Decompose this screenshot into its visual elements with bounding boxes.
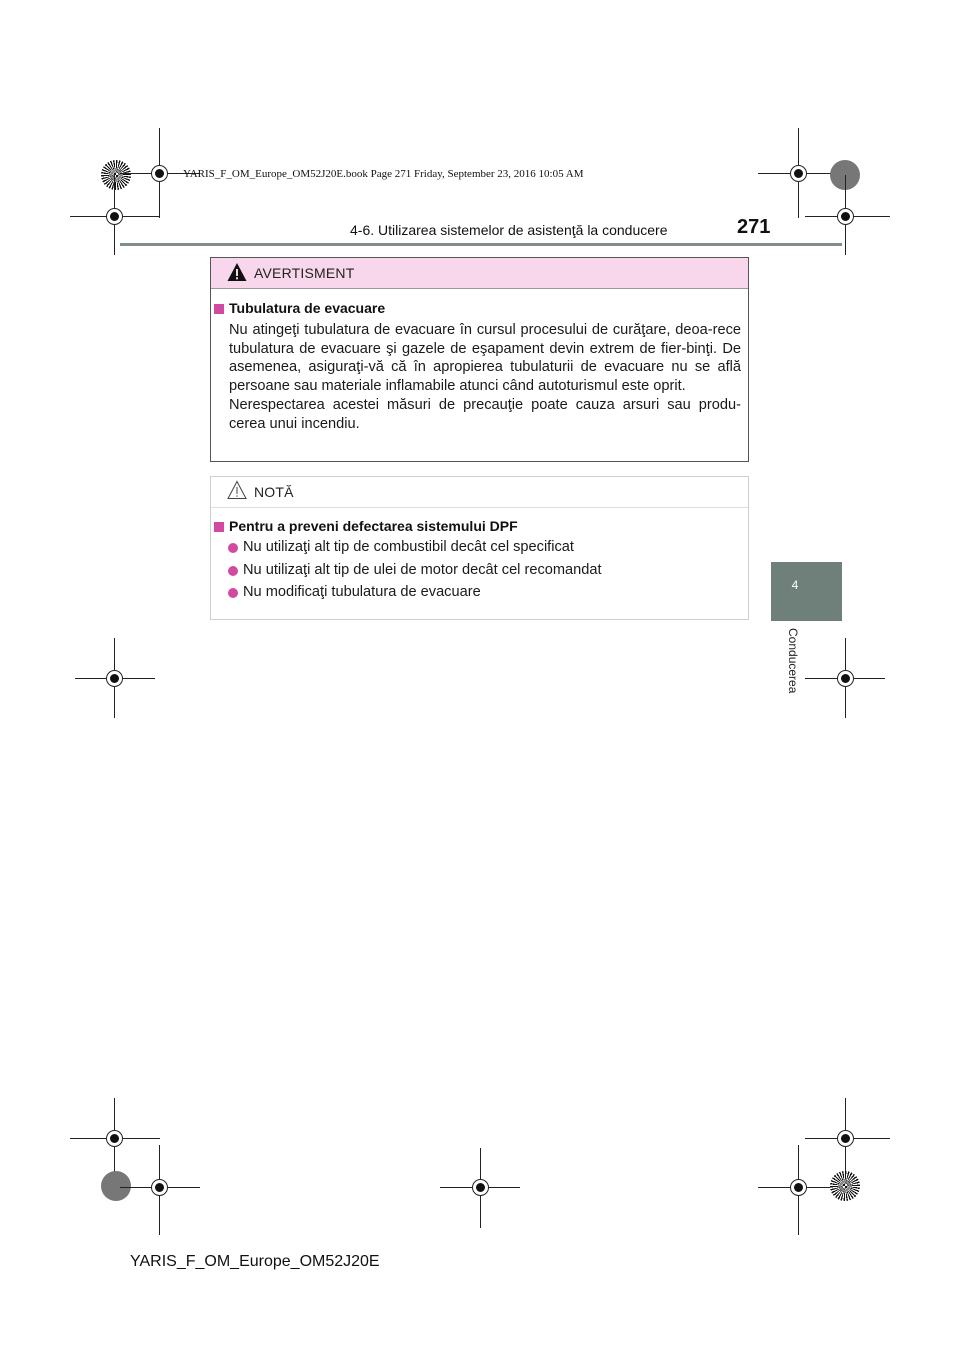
warning-paragraph: Nu atingeţi tubulatura de evacuare în cursul procesului de curăţare, deoa-rece tubulatura de evacuare şi gazele de eşapament devin extrem de fier-binţi. De asemenea, asiguraţi-vă că în apropierea tubulaturii de evacuare nu se află persoane sau materiale inflamabile atunci când autoturismul este oprit. — [229, 322, 741, 395]
square-bullet-icon — [214, 522, 224, 532]
registration-crosshair-icon — [120, 1145, 200, 1235]
registration-crosshair-icon — [440, 1148, 520, 1228]
chapter-number: 4 — [791, 578, 799, 592]
square-bullet-icon — [214, 304, 224, 314]
section-title: 4-6. Utilizarea sistemelor de asistenţă la conducere — [350, 222, 668, 238]
registration-crosshair-icon — [75, 638, 155, 718]
registration-crosshair-icon — [805, 638, 885, 718]
registration-starburst-icon — [830, 1171, 860, 1201]
warning-item-title: Tubulatura de evacuare — [229, 300, 386, 316]
registration-crosshair-icon — [758, 1145, 838, 1235]
round-bullet-icon — [228, 588, 238, 598]
warning-header — [211, 258, 748, 289]
note-bullet-text: Nu utilizaţi alt tip de ulei de motor decât cel recomandat — [243, 562, 602, 578]
round-bullet-icon — [228, 566, 238, 576]
book-stamp: YARIS_F_OM_Europe_OM52J20E.book Page 271 Friday, September 23, 2016 10:05 AM — [183, 168, 584, 180]
caution-triangle-icon — [227, 480, 247, 500]
note-header — [211, 477, 748, 508]
warning-triangle-icon — [227, 262, 247, 282]
note-label: NOTĂ — [254, 484, 294, 500]
note-bullet-text: Nu modificaţi tubulatura de evacuare — [243, 584, 481, 600]
header-rule — [120, 243, 842, 246]
page-number: 271 — [737, 216, 771, 238]
round-bullet-icon — [228, 543, 238, 553]
chapter-label-container — [786, 628, 802, 708]
document-code: YARIS_F_OM_Europe_OM52J20E — [130, 1253, 380, 1270]
note-bullet-text: Nu utilizaţi alt tip de combustibil decât cel specificat — [243, 539, 574, 555]
warning-label: AVERTISMENT — [254, 265, 355, 281]
warning-body — [229, 321, 741, 433]
warning-paragraph: Nerespectarea acestei măsuri de precauţie poate cauza arsuri sau produ-cerea unui incendiu. — [229, 396, 741, 432]
chapter-label: Conducerea — [786, 628, 800, 694]
note-item-title: Pentru a preveni defectarea sistemului DPF — [229, 518, 518, 534]
